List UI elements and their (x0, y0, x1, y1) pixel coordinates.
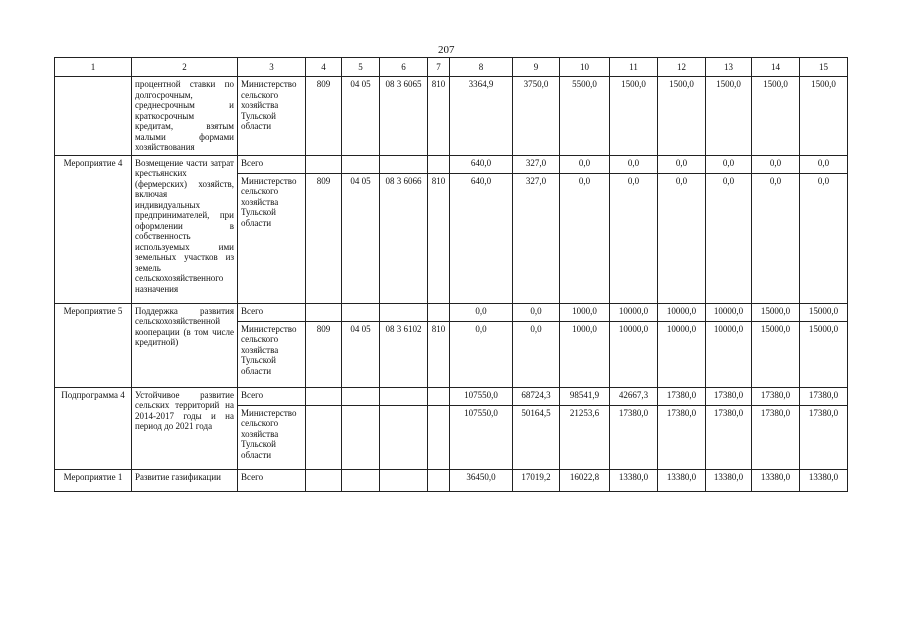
year-amount-cell: 15000,0 (752, 303, 800, 321)
column-number-header: 15 (800, 58, 848, 77)
year-amount-cell: 0,0 (610, 155, 658, 173)
year-amount-cell: 10000,0 (610, 303, 658, 321)
year-amount-cell: 3750,0 (513, 77, 560, 156)
target-article-cell (380, 303, 428, 321)
item-description-cell: Устойчивое развитие сельских территорий на 2014-2017 годы и на период до 2021 года (132, 387, 238, 469)
budget-table (54, 57, 848, 492)
section-code-cell (342, 303, 380, 321)
year-amount-cell: 13380,0 (752, 469, 800, 491)
year-amount-cell: 13380,0 (658, 469, 706, 491)
expense-type-cell (428, 387, 450, 405)
year-amount-cell: 10000,0 (706, 303, 752, 321)
column-number-header: 12 (658, 58, 706, 77)
section-code-cell: 04 05 (342, 321, 380, 387)
year-amount-cell: 10000,0 (610, 321, 658, 387)
table-row (55, 387, 848, 405)
year-amount-cell: 0,0 (560, 155, 610, 173)
year-amount-cell: 0,0 (706, 155, 752, 173)
expense-type-cell (428, 469, 450, 491)
column-number-header: 10 (560, 58, 610, 77)
responsible-executor-cell: Министерство сельского хозяйства Тульской области (238, 321, 306, 387)
year-amount-cell: 36450,0 (450, 469, 513, 491)
year-amount-cell: 0,0 (658, 173, 706, 303)
expense-type-cell (428, 155, 450, 173)
target-article-cell (380, 469, 428, 491)
table-row (55, 303, 848, 321)
column-number-header: 5 (342, 58, 380, 77)
year-amount-cell: 50164,5 (513, 405, 560, 469)
ministry-code-cell (306, 155, 342, 173)
expense-type-cell (428, 303, 450, 321)
page-number: 207 (438, 44, 455, 56)
ministry-code-cell (306, 469, 342, 491)
column-number-header: 9 (513, 58, 560, 77)
year-amount-cell: 17380,0 (752, 405, 800, 469)
column-number-header: 8 (450, 58, 513, 77)
responsible-executor-cell: Всего (238, 387, 306, 405)
year-amount-cell: 1000,0 (560, 321, 610, 387)
year-amount-cell: 17380,0 (706, 387, 752, 405)
expense-type-cell: 810 (428, 321, 450, 387)
year-amount-cell: 17380,0 (800, 405, 848, 469)
year-amount-cell: 5500,0 (560, 77, 610, 156)
ministry-code-cell (306, 405, 342, 469)
year-amount-cell: 13380,0 (610, 469, 658, 491)
year-amount-cell: 10000,0 (658, 321, 706, 387)
target-article-cell: 08 3 6065 (380, 77, 428, 156)
item-label-cell (55, 77, 132, 156)
column-number-header: 13 (706, 58, 752, 77)
column-number-header: 3 (238, 58, 306, 77)
year-amount-cell: 0,0 (560, 173, 610, 303)
section-code-cell (342, 469, 380, 491)
section-code-cell: 04 05 (342, 77, 380, 156)
year-amount-cell: 107550,0 (450, 387, 513, 405)
year-amount-cell: 15000,0 (752, 321, 800, 387)
target-article-cell (380, 405, 428, 469)
ministry-code-cell (306, 387, 342, 405)
item-description-cell: Поддержка развития сельскохозяйственной кооперации (в том числе кредитной) (132, 303, 238, 387)
year-amount-cell: 0,0 (610, 173, 658, 303)
item-label-cell: Мероприятие 5 (55, 303, 132, 387)
column-number-row (55, 58, 848, 77)
year-amount-cell: 42667,3 (610, 387, 658, 405)
year-amount-cell: 13380,0 (800, 469, 848, 491)
expense-type-cell: 810 (428, 77, 450, 156)
responsible-executor-cell: Министерство сельского хозяйства Тульской области (238, 77, 306, 156)
year-amount-cell: 16022,8 (560, 469, 610, 491)
responsible-executor-cell: Министерство сельского хозяйства Тульской области (238, 405, 306, 469)
item-label-cell: Мероприятие 4 (55, 155, 132, 303)
year-amount-cell: 107550,0 (450, 405, 513, 469)
year-amount-cell: 1500,0 (752, 77, 800, 156)
responsible-executor-cell: Всего (238, 155, 306, 173)
ministry-code-cell: 809 (306, 77, 342, 156)
year-amount-cell: 17380,0 (658, 405, 706, 469)
table-row (55, 155, 848, 173)
year-amount-cell: 1500,0 (706, 77, 752, 156)
item-description-cell: Развитие газификации (132, 469, 238, 491)
expense-type-cell (428, 405, 450, 469)
year-amount-cell: 0,0 (752, 173, 800, 303)
column-number-header: 1 (55, 58, 132, 77)
target-article-cell (380, 155, 428, 173)
year-amount-cell: 1500,0 (800, 77, 848, 156)
year-amount-cell: 0,0 (800, 155, 848, 173)
year-amount-cell: 640,0 (450, 173, 513, 303)
ministry-code-cell: 809 (306, 173, 342, 303)
year-amount-cell: 17380,0 (706, 405, 752, 469)
year-amount-cell: 0,0 (450, 303, 513, 321)
year-amount-cell: 640,0 (450, 155, 513, 173)
year-amount-cell: 15000,0 (800, 303, 848, 321)
year-amount-cell: 17380,0 (752, 387, 800, 405)
year-amount-cell: 17380,0 (610, 405, 658, 469)
year-amount-cell: 17019,2 (513, 469, 560, 491)
year-amount-cell: 0,0 (450, 321, 513, 387)
table-row (55, 469, 848, 491)
year-amount-cell: 0,0 (800, 173, 848, 303)
column-number-header: 11 (610, 58, 658, 77)
year-amount-cell: 3364,9 (450, 77, 513, 156)
section-code-cell (342, 387, 380, 405)
year-amount-cell: 0,0 (752, 155, 800, 173)
year-amount-cell: 1000,0 (560, 303, 610, 321)
ministry-code-cell (306, 303, 342, 321)
year-amount-cell: 68724,3 (513, 387, 560, 405)
table-body (55, 58, 848, 492)
year-amount-cell: 0,0 (513, 303, 560, 321)
year-amount-cell: 0,0 (513, 321, 560, 387)
section-code-cell: 04 05 (342, 173, 380, 303)
year-amount-cell: 98541,9 (560, 387, 610, 405)
responsible-executor-cell: Министерство сельского хозяйства Тульской области (238, 173, 306, 303)
item-description-cell: процентной ставки по долгосрочным, среднесрочным и краткосрочным кредитам, взятым малыми формами хозяйствования (132, 77, 238, 156)
year-amount-cell: 327,0 (513, 173, 560, 303)
year-amount-cell: 0,0 (658, 155, 706, 173)
ministry-code-cell: 809 (306, 321, 342, 387)
table-row (55, 77, 848, 156)
year-amount-cell: 13380,0 (706, 469, 752, 491)
target-article-cell: 08 3 6066 (380, 173, 428, 303)
column-number-header: 2 (132, 58, 238, 77)
responsible-executor-cell: Всего (238, 469, 306, 491)
year-amount-cell: 17380,0 (658, 387, 706, 405)
year-amount-cell: 15000,0 (800, 321, 848, 387)
year-amount-cell: 17380,0 (800, 387, 848, 405)
section-code-cell (342, 155, 380, 173)
expense-type-cell: 810 (428, 173, 450, 303)
target-article-cell: 08 3 6102 (380, 321, 428, 387)
year-amount-cell: 1500,0 (610, 77, 658, 156)
target-article-cell (380, 387, 428, 405)
year-amount-cell: 10000,0 (658, 303, 706, 321)
item-label-cell: Подпрограмма 4 (55, 387, 132, 469)
item-label-cell: Мероприятие 1 (55, 469, 132, 491)
column-number-header: 4 (306, 58, 342, 77)
responsible-executor-cell: Всего (238, 303, 306, 321)
section-code-cell (342, 405, 380, 469)
column-number-header: 6 (380, 58, 428, 77)
year-amount-cell: 1500,0 (658, 77, 706, 156)
column-number-header: 14 (752, 58, 800, 77)
year-amount-cell: 21253,6 (560, 405, 610, 469)
item-description-cell: Возмещение части затрат крестьянских (фермерских) хозяйств, включая индивидуальных предпринимателей, при оформлении в собственность используемых ими земельных участков из земель сельскохозяйственного назначения (132, 155, 238, 303)
year-amount-cell: 10000,0 (706, 321, 752, 387)
year-amount-cell: 327,0 (513, 155, 560, 173)
column-number-header: 7 (428, 58, 450, 77)
year-amount-cell: 0,0 (706, 173, 752, 303)
